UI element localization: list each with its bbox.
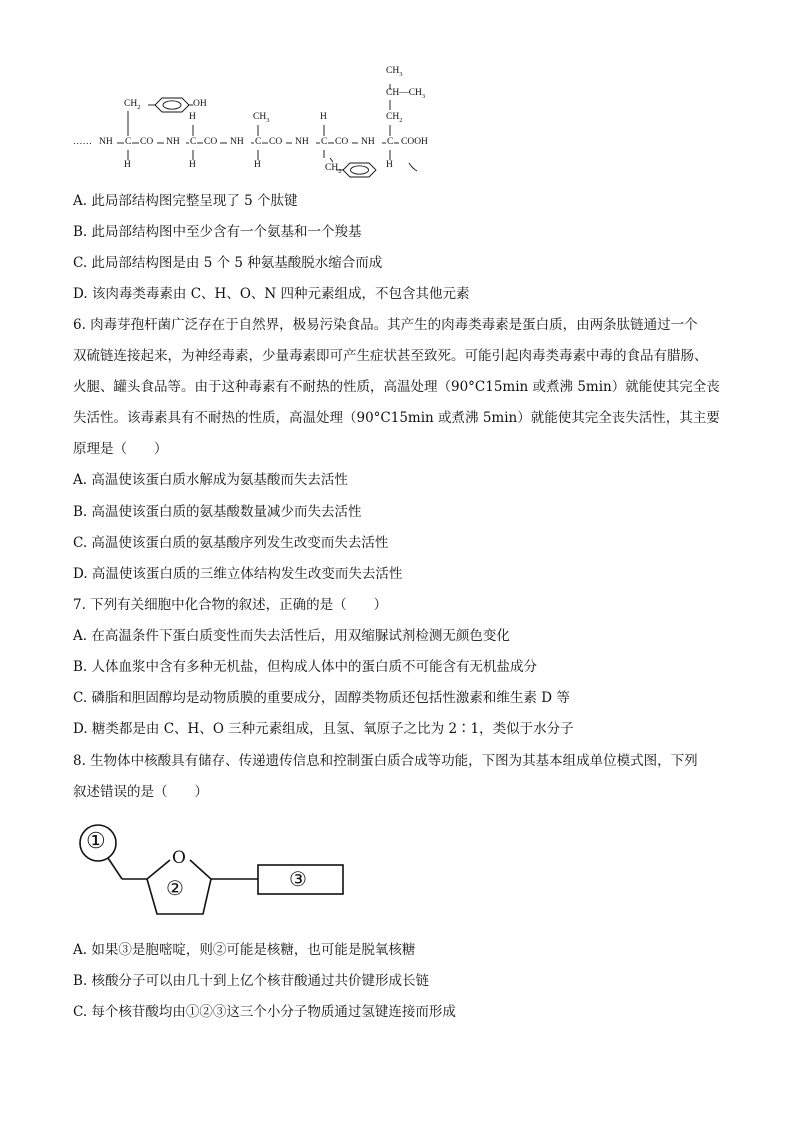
q8-option-c: C. 每个核苷酸均由①②③这三个小分子物质通过氢键连接而形成 [73, 1004, 456, 1020]
ch2-phenylalanine: $CH_2$ [325, 163, 342, 175]
q6-stem-line-1: 6. 肉毒芽孢杆菌广泛存在于自然界，极易污染食品。其产生的肉毒类毒素是蛋白质，由两条肽链通过一个 [73, 317, 698, 333]
q8-stem-line-1: 8. 生物体中核酸具有储存、传递遗传信息和控制蛋白质合成等功能，下图为其基本组成单位模式图，下列 [73, 753, 698, 769]
phenol-ring [155, 98, 189, 112]
q7-option-a: A. 在高温条件下蛋白质变性而失去活性后，用双缩脲试剂检测无颜色变化 [73, 628, 510, 644]
chain-co-1: CO [140, 137, 154, 147]
q5-option-d: D. 该肉毒类毒素由 C、H、O、N 四种元素组成，不包含其他元素 [73, 286, 470, 302]
q7-option-c: C. 磷脂和胆固醇均是动物质膜的重要成分，固醇类物质还包括性激素和维生素 D 等 [73, 690, 570, 706]
benzene-ring [343, 163, 376, 177]
h-top-2: H [189, 112, 196, 122]
q5-option-b: B. 此局部结构图中至少含有一个氨基和一个羧基 [73, 224, 362, 240]
phosphate-link-1 [108, 858, 122, 879]
q7-stem: 7. 下列有关细胞中化合物的叙述，正确的是（ ） [73, 597, 388, 613]
label-pentose: ② [166, 876, 184, 900]
q5-option-a: A. 此局部结构图完整呈现了 5 个肽键 [73, 193, 298, 209]
q6-stem-line-4: 失活性。该毒素具有不耐热的性质，高温处理（90°C15min 或煮沸 5min）就能使其完全丧失活性，其主要 [73, 410, 720, 426]
q6-option-c: C. 高温使该蛋白质的氨基酸序列发生改变而失去活性 [73, 535, 389, 551]
ch2-leucine: $CH_2$ [386, 112, 403, 124]
ch-ch3-leucine: $CH—CH_3$ [386, 88, 426, 100]
ch2-tyrosine: $CH_2$ [124, 99, 141, 111]
label-base: ③ [289, 867, 307, 891]
q8-option-a: A. 如果③是胞嘧啶，则②可能是核糖，也可能是脱氧核糖 [73, 942, 416, 958]
q6-stem-line-3: 火腿、罐头食品等。由于这种毒素有不耐热的性质，高温处理（90°C15min 或煮沸 5min）就能使其完全丧 [73, 379, 720, 395]
q5-option-c: C. 此局部结构图是由 5 个 5 种氨基酸脱水缩合而成 [73, 255, 383, 271]
q7-option-d: D. 糖类都是由 C、H、O 三种元素组成，且氢、氧原子之比为 2∶1，类似于水分子 [73, 721, 574, 737]
chain-nh-5: NH [361, 137, 375, 147]
chain-c-3: C [255, 137, 262, 147]
ring-oxygen: O [172, 848, 186, 868]
label-phosphate: ① [86, 829, 106, 854]
chain-nh-1: NH [99, 137, 113, 147]
q6-option-b: B. 高温使该蛋白质的氨基酸数量减少而失去活性 [73, 504, 362, 520]
q6-option-a: A. 高温使该蛋白质水解成为氨基酸而失去活性 [73, 472, 348, 488]
chain-co-4: CO [335, 137, 349, 147]
chain-co-2: CO [204, 137, 218, 147]
peptide-bonds [0, 0, 794, 200]
chain-c-2: C [190, 137, 197, 147]
chain-nh-2: NH [166, 137, 180, 147]
ch3-leucine-top: $CH_3$ [386, 66, 403, 78]
ch3-alanine: $CH_3$ [253, 112, 270, 124]
hydroxyl-oh: OH [193, 99, 207, 109]
q6-stem-line-5: 原理是（ ） [73, 441, 168, 457]
q8-stem-line-2: 叙述错误的是（ ） [73, 784, 208, 800]
chain-co-3: CO [269, 137, 283, 147]
q8-option-b: B. 核酸分子可以由几十到上亿个核苷酸通过共价键形成长链 [73, 973, 430, 989]
h-top-4: H [320, 112, 327, 122]
h-bottom-2: H [189, 160, 196, 170]
h-bottom-1: H [124, 160, 131, 170]
chain-cooh: COOH [401, 137, 428, 147]
chain-c-5: C [387, 137, 394, 147]
q6-option-d: D. 高温使该蛋白质的三维立体结构发生改变而失去活性 [73, 566, 403, 582]
chain-c-4: C [321, 137, 328, 147]
q7-option-b: B. 人体血浆中含有多种无机盐，但构成人体中的蛋白质不可能含有无机盐成分 [73, 659, 538, 675]
h-bottom-3: H [254, 160, 261, 170]
q6-stem-line-2: 双硫链连接起来，为神经毒素，少量毒素即可产生症状甚至致死。可能引起肉毒类毒素中毒的食品有腊肠、 [73, 348, 708, 364]
chain-c-1: C [125, 137, 132, 147]
h-bottom-5: H [386, 160, 393, 170]
chain-nh-3: NH [230, 137, 244, 147]
chain-nh-4: NH [295, 137, 309, 147]
chain-ellipsis: …… [73, 137, 92, 147]
